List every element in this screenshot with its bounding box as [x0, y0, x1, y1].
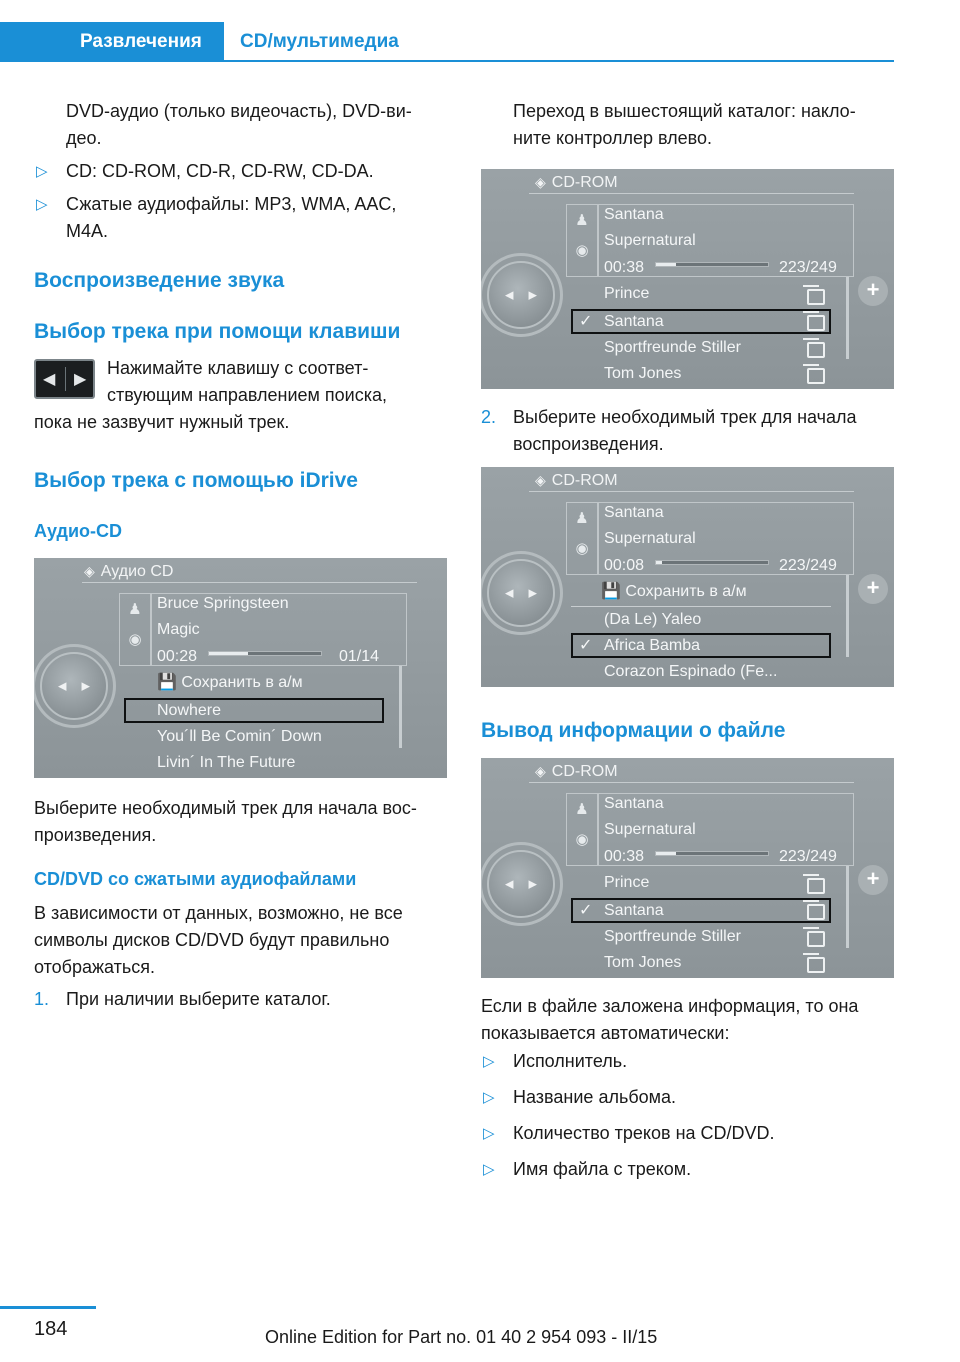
add-icon[interactable]: + — [858, 574, 888, 604]
directory-item[interactable]: Santana — [604, 313, 664, 330]
check-icon: ✓ — [579, 313, 593, 330]
bullet-marker-icon: ▷ — [483, 1125, 495, 1142]
idrive-screen-audio-cd — [34, 558, 447, 778]
folder-icon — [807, 957, 825, 973]
elapsed-time: 00:38 — [604, 848, 645, 865]
paragraph-depend — [34, 900, 403, 981]
track-item[interactable]: Nowhere — [157, 702, 222, 719]
directory-item[interactable]: Santana — [604, 902, 664, 919]
save-to-car-item[interactable]: 💾 Сохранить в а/м — [157, 674, 303, 691]
step-text: Выберите необходимый трек для начала — [513, 407, 857, 427]
header-section-title: CD/мультимедиа — [240, 31, 399, 52]
text-line: DVD-аудио (только видеочасть), DVD-ви- — [66, 101, 412, 121]
folder-icon — [807, 289, 825, 305]
scrollbar[interactable] — [846, 866, 849, 948]
info-icons — [119, 593, 151, 666]
save-to-car-item[interactable]: 💾 Сохранить в а/м — [601, 583, 747, 600]
step-2 — [481, 404, 857, 458]
heading-idrive: Выбор трека с помощью iDrive — [34, 469, 358, 492]
artist-name: Santana — [604, 795, 664, 812]
text-line: Переход в вышестоящий каталог: накло- — [513, 101, 856, 121]
disc-icon: ◈ — [535, 472, 546, 488]
bullet-text: Исполнитель. — [513, 1051, 628, 1071]
track-counter: 223/249 — [779, 259, 837, 276]
progress-bar — [655, 262, 769, 267]
progress-bar — [655, 851, 769, 856]
step-number: 2. — [481, 407, 497, 427]
album-name: Supernatural — [604, 821, 696, 838]
bullet-marker-icon: ▷ — [36, 163, 48, 180]
bullet-text: Название альбома. — [513, 1087, 677, 1107]
text-line: символы дисков CD/DVD будут правильно — [34, 930, 390, 950]
page-number: 184 — [34, 1318, 68, 1340]
paragraph-auto-info — [481, 993, 858, 1047]
artist-icon: ♟ — [575, 801, 589, 818]
divider — [571, 606, 831, 607]
idrive-screen-cdrom-track — [481, 467, 894, 687]
scrollbar[interactable] — [399, 666, 402, 748]
paragraph-select-track — [34, 795, 417, 849]
controller-knob: ◀ ▶ — [487, 261, 555, 329]
step-text: При наличии выберите каталог. — [66, 989, 331, 1009]
divider — [529, 782, 854, 783]
screen-title: ◈ CD-ROM — [535, 469, 618, 492]
elapsed-time: 00:38 — [604, 259, 645, 276]
controller-knob: ◀ ▶ — [40, 652, 108, 720]
album-icon: ◉ — [575, 831, 589, 848]
header-rule — [224, 60, 894, 62]
text-line: произведения. — [34, 825, 157, 845]
artist-icon: ♟ — [575, 510, 589, 527]
paragraph-continuation — [34, 98, 454, 152]
edition-note: Online Edition for Part no. 01 40 2 954 093 - II/15 — [265, 1327, 658, 1347]
idrive-screen-cdrom-directory — [481, 169, 894, 389]
progress-bar — [208, 651, 322, 656]
step-number: 1. — [34, 989, 50, 1009]
disc-icon: ◈ — [535, 763, 546, 779]
divider — [529, 491, 854, 492]
directory-item[interactable]: Prince — [604, 285, 650, 302]
folder-icon — [807, 315, 825, 331]
artist-icon: ♟ — [575, 212, 589, 229]
text-line: показывается автоматически: — [481, 1023, 730, 1043]
bullet-text: Имя файла с треком. — [513, 1159, 692, 1179]
album-name: Supernatural — [604, 530, 696, 547]
left-column — [34, 98, 454, 245]
header-chapter-tab: Развлечения — [0, 22, 224, 62]
bullet-item — [481, 1156, 901, 1192]
bullet-item — [34, 158, 454, 185]
bullet-item — [481, 1084, 901, 1120]
text-line: В зависимости от данных, возможно, не все — [34, 903, 403, 923]
info-icons — [566, 793, 598, 866]
folder-icon — [807, 931, 825, 947]
idrive-screen-cdrom-info — [481, 758, 894, 978]
folder-icon — [807, 904, 825, 920]
bullet-marker-icon: ▷ — [483, 1161, 495, 1178]
track-item[interactable]: (Da Le) Yaleo — [604, 611, 702, 628]
folder-icon — [807, 342, 825, 358]
folder-icon — [807, 368, 825, 384]
artist-name: Santana — [604, 206, 664, 223]
bullet-text: M4A. — [66, 221, 109, 241]
disc-icon: ◈ — [84, 563, 95, 579]
track-counter: 223/249 — [779, 848, 837, 865]
album-icon: ◉ — [128, 631, 142, 648]
artist-icon: ♟ — [128, 601, 142, 618]
artist-name: Santana — [604, 504, 664, 521]
bullet-item — [481, 1120, 901, 1156]
add-icon[interactable]: + — [858, 276, 888, 306]
album-name: Supernatural — [604, 232, 696, 249]
artist-name: Bruce Springsteen — [157, 595, 289, 612]
album-name: Magic — [157, 621, 200, 638]
track-item[interactable]: Africa Bamba — [604, 637, 701, 654]
bullet-item — [481, 1048, 901, 1084]
album-icon: ◉ — [575, 242, 589, 259]
screen-title: ◈ CD-ROM — [535, 171, 618, 194]
footer-rule — [0, 1306, 96, 1309]
bullet-marker-icon: ▷ — [36, 196, 48, 213]
paragraph-up-dir — [513, 98, 856, 152]
add-icon[interactable]: + — [858, 865, 888, 895]
divider — [82, 582, 417, 583]
elapsed-time: 00:28 — [157, 648, 198, 665]
controller-knob: ◀ ▶ — [487, 850, 555, 918]
directory-item[interactable]: Sportfreunde Stiller — [604, 339, 741, 356]
bullet-marker-icon: ▷ — [483, 1089, 495, 1106]
elapsed-time: 00:08 — [604, 557, 645, 574]
step-1 — [34, 986, 331, 1013]
screen-title: ◈ CD-ROM — [535, 760, 618, 783]
track-counter: 01/14 — [339, 648, 380, 665]
progress-bar — [655, 560, 769, 565]
check-icon: ✓ — [579, 637, 593, 654]
heading-audio-cd: Аудио-CD — [34, 521, 123, 541]
text-line: ните контроллер влево. — [513, 128, 713, 148]
bullet-text: Количество треков на CD/DVD. — [513, 1123, 775, 1143]
bullet-marker-icon: ▷ — [483, 1053, 495, 1070]
check-icon: ✓ — [579, 902, 593, 919]
scrollbar[interactable] — [846, 277, 849, 359]
track-item[interactable]: You´ll Be Comin´ Down — [157, 728, 322, 745]
paragraph-key-end: пока не зазвучит нужный трек. — [34, 412, 290, 432]
heading-track-by-key: Выбор трека при помощи клавиши — [34, 320, 401, 343]
controller-knob: ◀ ▶ — [487, 559, 555, 627]
directory-item[interactable]: Tom Jones — [604, 954, 682, 971]
divider — [529, 193, 854, 194]
directory-item[interactable]: Tom Jones — [604, 365, 682, 382]
track-item[interactable]: Corazon Espinado (Fe... — [604, 663, 778, 680]
info-icons — [566, 502, 598, 575]
bullet-item — [34, 191, 454, 245]
text-line: део. — [66, 128, 102, 148]
text-line: отображаться. — [34, 957, 156, 977]
save-icon: 💾 — [157, 674, 177, 691]
seek-key-icon: ◀ ▶ — [34, 359, 95, 399]
text-line: Выберите необходимый трек для начала вос- — [34, 798, 417, 818]
track-item[interactable]: Livin´ In The Future — [157, 754, 296, 771]
heading-file-info: Вывод информации о файле — [481, 719, 786, 742]
heading-playback: Воспроизведение звука — [34, 269, 285, 292]
bullet-text: CD: CD-ROM, CD-R, CD-RW, CD-DA. — [66, 161, 374, 181]
album-icon: ◉ — [575, 540, 589, 557]
text-line: Нажимайте клавишу с соответ- — [107, 358, 369, 378]
text-line: ствующим направлением поиска, — [107, 385, 388, 405]
bullet-text: Сжатые аудиофайлы: MP3, WMA, AAC, — [66, 194, 397, 214]
paragraph-key — [107, 355, 457, 409]
folder-icon — [807, 878, 825, 894]
page-header — [0, 0, 960, 64]
screen-title: ◈ Аудио CD — [84, 560, 173, 583]
scrollbar[interactable] — [846, 575, 849, 657]
directory-item[interactable]: Sportfreunde Stiller — [604, 928, 741, 945]
info-icons — [566, 204, 598, 277]
directory-item[interactable]: Prince — [604, 874, 650, 891]
text-line: Если в файле заложена информация, то она — [481, 996, 859, 1016]
track-counter: 223/249 — [779, 557, 837, 574]
disc-icon: ◈ — [535, 174, 546, 190]
info-bullet-list — [481, 1048, 901, 1192]
save-icon: 💾 — [601, 583, 621, 600]
heading-compressed: CD/DVD со сжатыми аудиофайлами — [34, 869, 357, 889]
step-text: воспроизведения. — [513, 434, 664, 454]
